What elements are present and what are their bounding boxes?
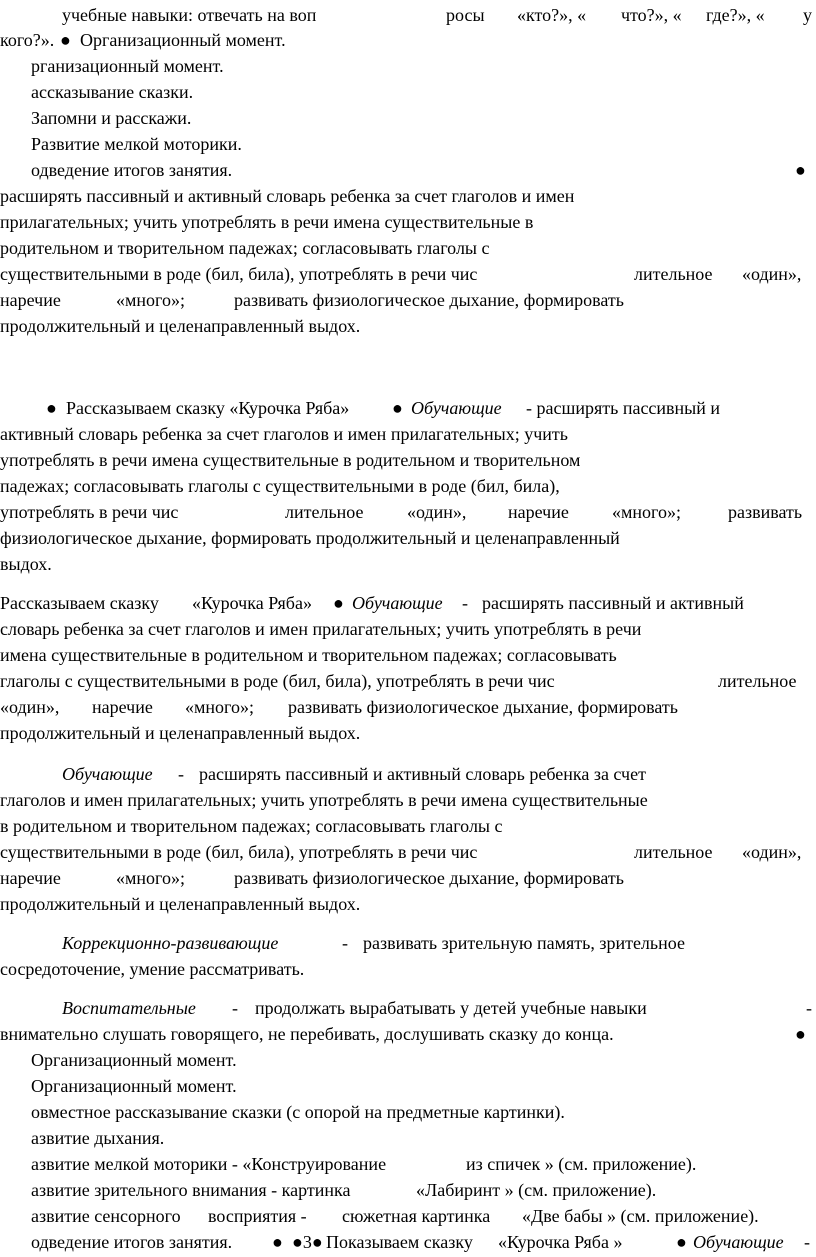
text-run: физиологическое дыхание, формировать продолжительный и целенаправленный <box>0 528 620 548</box>
text-run: лительное <box>634 842 713 862</box>
bullet-icon: ● <box>795 160 806 180</box>
text-run: овместное рассказывание сказки (с опорой на предметные картинки). <box>31 1102 565 1122</box>
text-run: наречие <box>0 290 61 310</box>
text-run: родительном и творительном падежах; согласовывать глаголы с <box>0 238 490 258</box>
text-line <box>0 157 816 183</box>
bullet-icon: ● <box>333 593 344 613</box>
text-run: сосредоточение, умение рассматривать. <box>0 959 305 979</box>
text-run: развивать физиологическое дыхание, формировать <box>234 290 624 310</box>
text-line <box>0 995 816 1021</box>
text-run: имена существительные в родительном и творительном падежах; согласовывать <box>0 645 617 665</box>
text-run: расширять пассивный и активный словарь ребенка за счет <box>199 764 646 784</box>
text-run: глаголы с существительными в роде (бил, била), употреблять в речи чис <box>0 671 555 691</box>
text-line <box>0 720 816 746</box>
text-run: Организационный момент. <box>80 30 286 50</box>
text-line <box>0 2 816 28</box>
text-line <box>0 930 816 956</box>
text-run: развивать <box>728 502 803 522</box>
text-run: сюжетная картинка <box>342 1206 491 1226</box>
text-line <box>0 395 816 421</box>
text-run: «много»; <box>185 697 254 717</box>
text-run: - <box>804 1232 810 1252</box>
text-run: продолжительный и целенаправленный выдох. <box>0 723 361 743</box>
text-run: рганизационный момент. <box>31 56 224 76</box>
text-line <box>0 261 816 287</box>
text-run: развивать физиологическое дыхание, формировать <box>234 868 624 888</box>
text-line <box>0 499 816 525</box>
text-run: Развитие мелкой моторики. <box>31 134 242 154</box>
text-line <box>0 813 816 839</box>
text-line <box>0 525 816 551</box>
text-run: «много»; <box>612 502 681 522</box>
text-run: кого?». <box>0 30 55 50</box>
text-run: глаголов и имен прилагательных; учить употреблять в речи имена существительные <box>0 790 648 810</box>
text-line <box>0 668 816 694</box>
bullet-icon: ● <box>392 398 403 418</box>
text-run: азвитие зрительного внимания - картинка <box>31 1180 351 1200</box>
text-run: Рассказываем сказку <box>0 593 159 613</box>
text-run: развивать зрительную память, зрительное <box>363 933 685 953</box>
text-run: где?», « <box>706 5 765 25</box>
text-line <box>0 642 816 668</box>
text-line <box>0 287 816 313</box>
text-run: «Курочка Ряба » <box>498 1232 623 1252</box>
text-line <box>0 131 816 157</box>
text-run: существительными в роде (бил, била), употреблять в речи чис <box>0 264 478 284</box>
text-run: - <box>178 764 184 784</box>
text-run: «много»; <box>116 290 185 310</box>
text-run: - <box>462 593 468 613</box>
text-run: продолжительный и целенаправленный выдох. <box>0 316 361 336</box>
text-run: восприятия - <box>208 1206 307 1226</box>
text-line <box>0 956 816 982</box>
italic-term: Обучающие <box>693 1232 784 1252</box>
italic-term: Обучающие <box>62 764 153 784</box>
text-run: «Лабиринт » (см. приложение). <box>416 1180 657 1200</box>
text-line <box>0 235 816 261</box>
text-run: «Курочка Ряба» <box>192 593 312 613</box>
italic-term: Коррекционно-развивающие <box>62 933 279 953</box>
text-line <box>0 183 816 209</box>
text-line <box>0 79 816 105</box>
bullet-icon: ● <box>46 398 57 418</box>
text-line <box>0 590 816 616</box>
text-line <box>0 1203 816 1229</box>
text-line <box>0 1125 816 1151</box>
text-line <box>0 1177 816 1203</box>
text-run: прилагательных; учить употреблять в речи имена существительные в <box>0 212 534 232</box>
bullet-icon: ● <box>795 1024 806 1044</box>
text-line <box>0 891 816 917</box>
bullet-icon: ● <box>272 1232 283 1252</box>
text-run: Запомни и расскажи. <box>31 108 192 128</box>
text-run: «Две бабы » (см. приложение). <box>522 1206 759 1226</box>
text-run: Показываем сказку <box>326 1232 473 1252</box>
text-run: азвитие дыхания. <box>31 1128 165 1148</box>
text-run: ●3● <box>292 1232 323 1252</box>
text-run: у <box>803 5 812 25</box>
text-line <box>0 551 816 577</box>
text-line <box>0 313 816 339</box>
text-run: «много»; <box>116 868 185 888</box>
italic-term: Воспитательные <box>62 998 196 1018</box>
text-run: Организационный момент. <box>31 1076 237 1096</box>
text-line <box>0 1021 816 1047</box>
text-run: «один», <box>407 502 467 522</box>
text-run: росы <box>446 5 485 25</box>
text-run: употреблять в речи имена существительные в родительном и творительном <box>0 450 581 470</box>
text-run: в родительном и творительном падежах; согласовывать глаголы с <box>0 816 503 836</box>
text-run: наречие <box>0 868 61 888</box>
text-run: употреблять в речи чис <box>0 502 179 522</box>
text-run: расширять пассивный и активный <box>482 593 744 613</box>
text-run: лительное <box>634 264 713 284</box>
text-run: - расширять пассивный и <box>526 398 721 418</box>
text-run: лительное <box>285 502 364 522</box>
text-line <box>0 421 816 447</box>
text-run: - <box>342 933 348 953</box>
bullet-icon: ● <box>60 30 71 50</box>
text-line <box>0 616 816 642</box>
text-run: «один», <box>742 842 802 862</box>
text-run: расширять пассивный и активный словарь ребенка за счет глаголов и имен <box>0 186 575 206</box>
text-line <box>0 1047 816 1073</box>
text-line <box>0 694 816 720</box>
text-run: «кто?», « <box>517 5 587 25</box>
text-run: «один», <box>742 264 802 284</box>
italic-term: Обучающие <box>352 593 443 613</box>
text-line <box>0 473 816 499</box>
text-run: существительными в роде (бил, била), употреблять в речи чис <box>0 842 478 862</box>
text-run: Рассказываем сказку «Курочка Ряба» <box>66 398 350 418</box>
text-run: падежах; согласовывать глаголы с существительными в роде (бил, била), <box>0 476 560 496</box>
text-run: внимательно слушать говорящего, не перебивать, дослушивать сказку до конца. <box>0 1024 614 1044</box>
text-run: продолжать вырабатывать у детей учебные навыки <box>255 998 647 1018</box>
text-run: выдох. <box>0 554 52 574</box>
text-run: ассказывание сказки. <box>31 82 194 102</box>
text-run: из спичек » (см. приложение). <box>466 1154 697 1174</box>
text-run: словарь ребенка за счет глаголов и имен прилагательных; учить употреблять в речи <box>0 619 642 639</box>
text-run: что?», « <box>621 5 682 25</box>
text-run: развивать физиологическое дыхание, формировать <box>288 697 678 717</box>
text-line <box>0 761 816 787</box>
text-line <box>0 865 816 891</box>
text-run: лительное <box>718 671 797 691</box>
text-line <box>0 1151 816 1177</box>
italic-term: Обучающие <box>411 398 502 418</box>
text-run: продолжительный и целенаправленный выдох. <box>0 894 361 914</box>
text-run: азвитие сенсорного <box>31 1206 181 1226</box>
text-run: «один», <box>0 697 60 717</box>
text-run: одведение итогов занятия. <box>31 160 233 180</box>
text-run: азвитие мелкой моторики - «Конструирование <box>31 1154 387 1174</box>
text-run: Организационный момент. <box>31 1050 237 1070</box>
text-line <box>0 787 816 813</box>
text-run: наречие <box>508 502 569 522</box>
text-line <box>0 105 816 131</box>
text-line <box>0 1229 816 1255</box>
text-line <box>0 209 816 235</box>
text-run: учебные навыки: отвечать на воп <box>62 5 317 25</box>
bullet-icon: ● <box>676 1232 687 1252</box>
text-line <box>0 447 816 473</box>
text-run: одведение итогов занятия. <box>31 1232 233 1252</box>
text-run: - <box>232 998 238 1018</box>
text-line <box>0 1073 816 1099</box>
text-run: наречие <box>92 697 153 717</box>
text-line <box>0 1099 816 1125</box>
text-line <box>0 27 816 53</box>
text-run: - <box>806 998 812 1018</box>
text-line <box>0 53 816 79</box>
text-run: активный словарь ребенка за счет глаголов и имен прилагательных; учить <box>0 424 568 444</box>
text-line <box>0 839 816 865</box>
